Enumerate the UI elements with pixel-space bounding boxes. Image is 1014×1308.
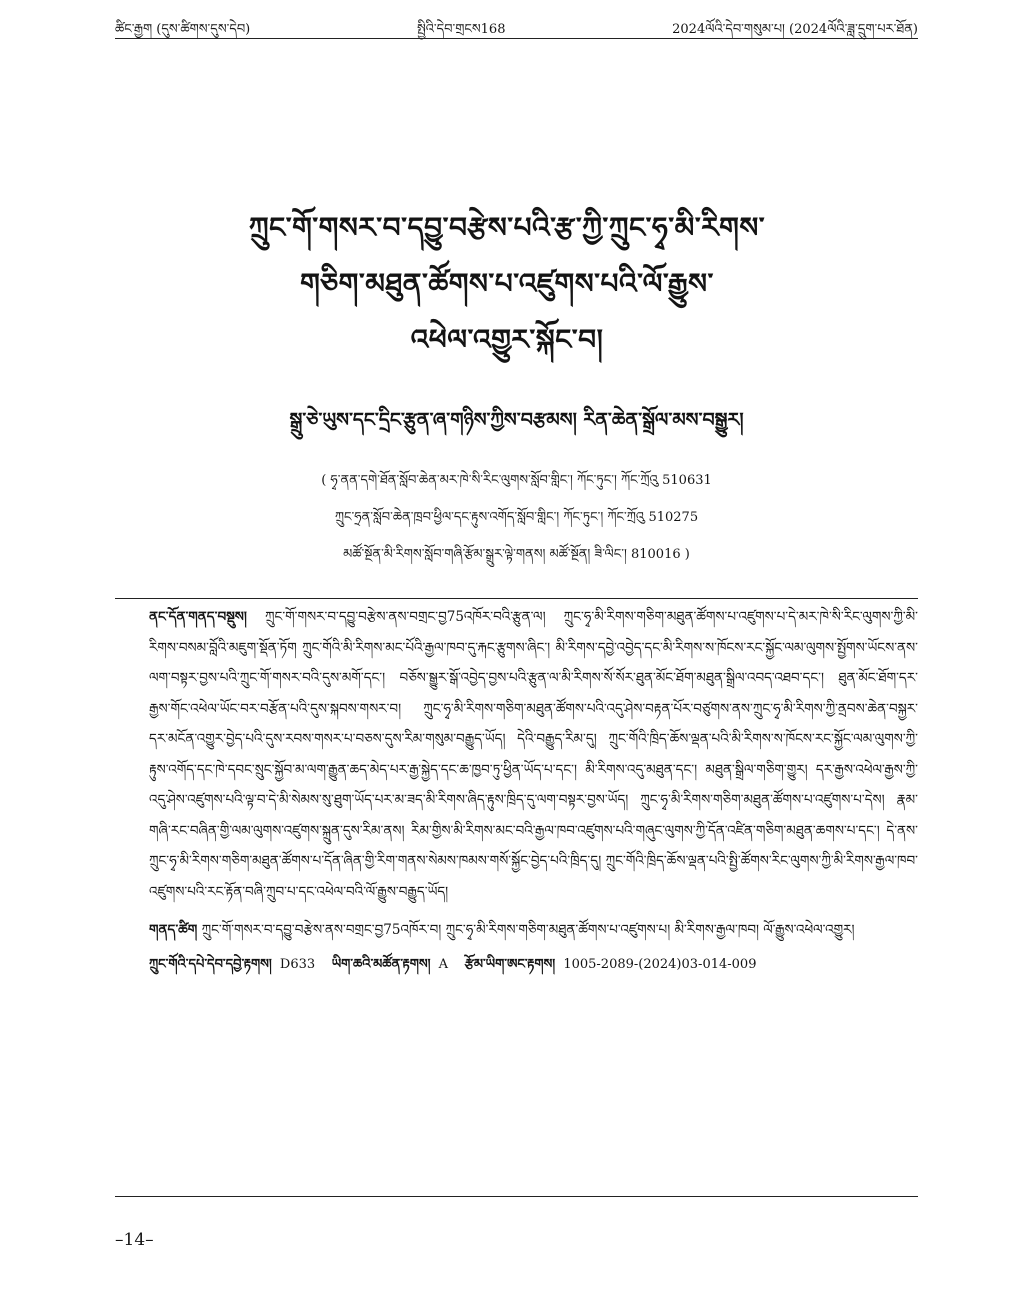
classification-line [115, 950, 918, 981]
clc-label: ཀྲུང་གོའི་དཔེ་དེབ་དབྱེ་རྟགས། [149, 956, 272, 972]
article-number-value: 1005-2089-(2024)03-014-009 [563, 956, 757, 972]
doc-code-value: A [438, 956, 449, 972]
title-line-2: གཅིག་མཐུན་ཚོགས་པ་འཛུགས་པའི་ལོ་རྒྱུས་ [300, 267, 714, 300]
abstract-text: ཀྲུང་གོ་གསར་བ་དབྱུ་བརྩེས་ནས་བགྲང་བྱ75འཁོར་བའི་རྩུན་ལ། ཀྲུང་ཧྭ་མི་རིགས་གཅིག་མཐུན་ཚོགས་པ་འཛུགས་པ་དེ་མར་ཁེ་སི་རིང་ལུགས་ཀྱི་མི་རིགས་བསམ་བློའི་མཇུག་སྡོན་ཏོག ཀྲུང་གོའི་མི་རིགས་མང་པོའི་རྒྱལ་ཁབ་དུ་རྐང་རྩུགས་ཞིང་། མི་རིགས་དབྱེ་འབྱེད་དང་མི་རིགས་ས་ཁོངས་རང་སྐྱོང་ལམ་ལུགས་སྤྱོགས་ཡོངས་ནས་ལག་བསྟར་བྱས་པའི་ཀྲུང་གོ་གསར་བའི་དུས་མགོ་དང་། བཅོས་སྒྱུར་སྒོ་འབྱེད་བྱས་པའི་རྩུན་ལ་མི་རིགས་སོ་སོར་ཐུན་མོང་ཐོག་མཐུན་སྒྲིལ་འབད་འཐབ་དང་། ཐུན་མོང་ཐོག་དར་རྒྱས་གོང་འཕེལ་ཡོང་བར་བརྩོན་པའི་དུས་སྐབས་གསར་བ། ཀྲུང་ཧྭ་མི་རིགས་གཅིག་མཐུན་ཚོགས་པའི་འདུ་ཤེས་བརྟན་པོར་བཙུགས་ནས་ཀྲུང་ཧྭ་མི་རིགས་ཀྱི་ནྲབས་ཆེན་བསྐྱར་དར་མངོན་འགྱུར་བྱེད་པའི་དུས་རབས་གསར་པ་བཅས་དུས་རིམ་གསུམ་བརྒྱུད་ཡོད། དེའི་བརྒྱུད་རིམ་དུ། ཀྲུང་གོའི་ཁྲིད་ཆོས་ལྡན་པའི་མི་རིགས་ས་ཁོངས་རང་སྐྱོང་ལམ་ལུགས་ཀྱི་རྟུས་འགོད་དང་ཁེ་དབང་སྲུང་སྐྱོབ་མ་ལག་རྒྱུན་ཆད་མེད་པར་རྒྱ་སྐྱེད་དང་ཆ་ཁྱབ་ཏུ་ཕྱིན་ཡོད་པ་དང་། མི་རིགས་འདུ་མཐུན་དང་། མཐུན་སྒྲིལ་གཅིག་གྱུར། དར་རྒྱས་འཕེལ་རྒྱས་ཀྱི་འདུ་ཤེས་འཛུགས་པའི་ལྟ་བ་དེ་མི་སེམས་སུ་ཐུག་ཡོད་པར་མ་ཟད་མི་རིགས་ཞིད་རྟུས་ཁྲིད་དུ་ལག་བསྟར་བྱས་ཡོད། ཀྲུང་ཧྭ་མི་རིགས་གཅིག་མཐུན་ཚོགས་པ་འཛུགས་པ་དེས། རྣམ་གཞི་རང་བཞིན་གྱི་ལམ་ལུགས་འཛུགས་སྐྲུན་དུས་རིམ་ནས། རིམ་གྱིས་མི་རིགས་མང་བའི་རྒྱལ་ཁབ་འཛུགས་པའི་གཞུང་ལུགས་ཀྱི་དོན་འཛིན་གཅིག་མཐུན་ཆགས་པ་དང་། དེ་ནས་ཀྲུང་ཧྭ་མི་རིགས་གཅིག་མཐུན་ཚོགས་པ་དོན་ཞིན་གྱི་རིག་གནས་སེམས་ཁམས་གསོ་སྐྱོང་བྱེད་པའི་ཁྲིད་དུ། ཀྲུང་གོའི་ཁྲིད་ཆོས་ལྡན་པའི་སྤྱི་ཚོགས་རིང་ལུགས་ཀྱི་མི་རིགས་རྒྱལ་ཁབ་འཛུགས་པའི་རང་རྟོན་བཞི་ཀྲུབ་པ་དང་འཕེལ་བའི་ལོ་རྒྱུས་བརྒྱུད་ཡོད། [149, 609, 918, 900]
abstract-section [115, 602, 918, 980]
doc-code-label: ཡིག་ཆའི་མཚོན་རྟགས། [331, 956, 431, 972]
header-rule [115, 38, 918, 39]
article-number-label: རྩོམ་ཡིག་ཨང་རྟགས། [464, 956, 556, 972]
keywords-label: གནད་ཚིག [149, 922, 198, 938]
title-line-3: འཕེལ་འགྱུར་སྐོང་བ། [410, 323, 604, 356]
keywords-text: ཀྲུང་གོ་གསར་བ་དབྱུ་བརྩེས་ནས་བགྲང་བྱ75འཁོར་བ། ཀྲུང་ཧྭ་མི་རིགས་གཅིག་མཐུན་ཚོགས་པ་འཛུགས་པ། མི་རིགས་རྒྱལ་ཁབ། ལོ་རྒྱུས་འཕེལ་འགྱུར། [201, 922, 855, 938]
affiliation-2: ཀྲུང་ཧྲན་སློབ་ཆེན་ཁྲབ་ཕྱིལ་དང་རྟུས་འགོད་སློབ་གླིང་། ཀོང་ཏུང་། ཀོང་ཀྲོའུ 510275 [334, 510, 699, 525]
issue-date: 2024ལོའི་དེབ་གསུམ་པ། (2024ལོའི་ཟླ་དྲུག་པར་ཐོན) [672, 22, 918, 37]
running-header [115, 14, 918, 51]
article-title [150, 200, 864, 368]
journal-name: ཚིང་རྒྱག (དུས་ཚིགས་དུས་དེབ) [115, 22, 251, 37]
abstract-bottom-rule [115, 1196, 918, 1197]
affiliation-3: མཚོ་སྔོན་མི་རིགས་སློབ་གཞི་རྩོམ་སྒྲུར་ལྟེ་གནས། མཚོ་སྔོན། ཟི་ལིང་། 810016 ) [343, 547, 690, 562]
affiliation-1: ( ཧྭ་ནན་དགེ་ཐོན་སློབ་ཆེན་མར་ཁེ་སི་རིང་ལུགས་སློབ་གླིང་། ཀོང་ཏུང་། ཀོང་ཀྲོའུ 510631 [321, 473, 712, 488]
title-line-1: ཀྲུང་གོ་གསར་བ་དབྱུ་བརྩེས་པའི་རྩ་ཀྱི་ཀྲུང་ཧྭ་མི་རིགས་ [248, 211, 766, 244]
affiliations [115, 462, 918, 573]
abstract-label: ནང་དོན་གནད་བསྡུས། [149, 609, 247, 625]
abstract-paragraph [115, 602, 918, 907]
clc-value: D633 [279, 956, 316, 972]
issue-serial: སྤྱིའི་དེབ་གྲངས168 [416, 22, 506, 37]
page-number: –14– [115, 1230, 154, 1250]
abstract-top-rule [115, 598, 918, 599]
keywords-paragraph [115, 915, 918, 946]
author-line: སྒྲུ་ཅེ་ཡུས་དང་དྲིང་རྩུན་ཞ་གཉིས་ཀྱིས་བརྩམས། རིན་ཆེན་སྒྲོལ་མས་བསྒྱུར། [289, 409, 744, 431]
